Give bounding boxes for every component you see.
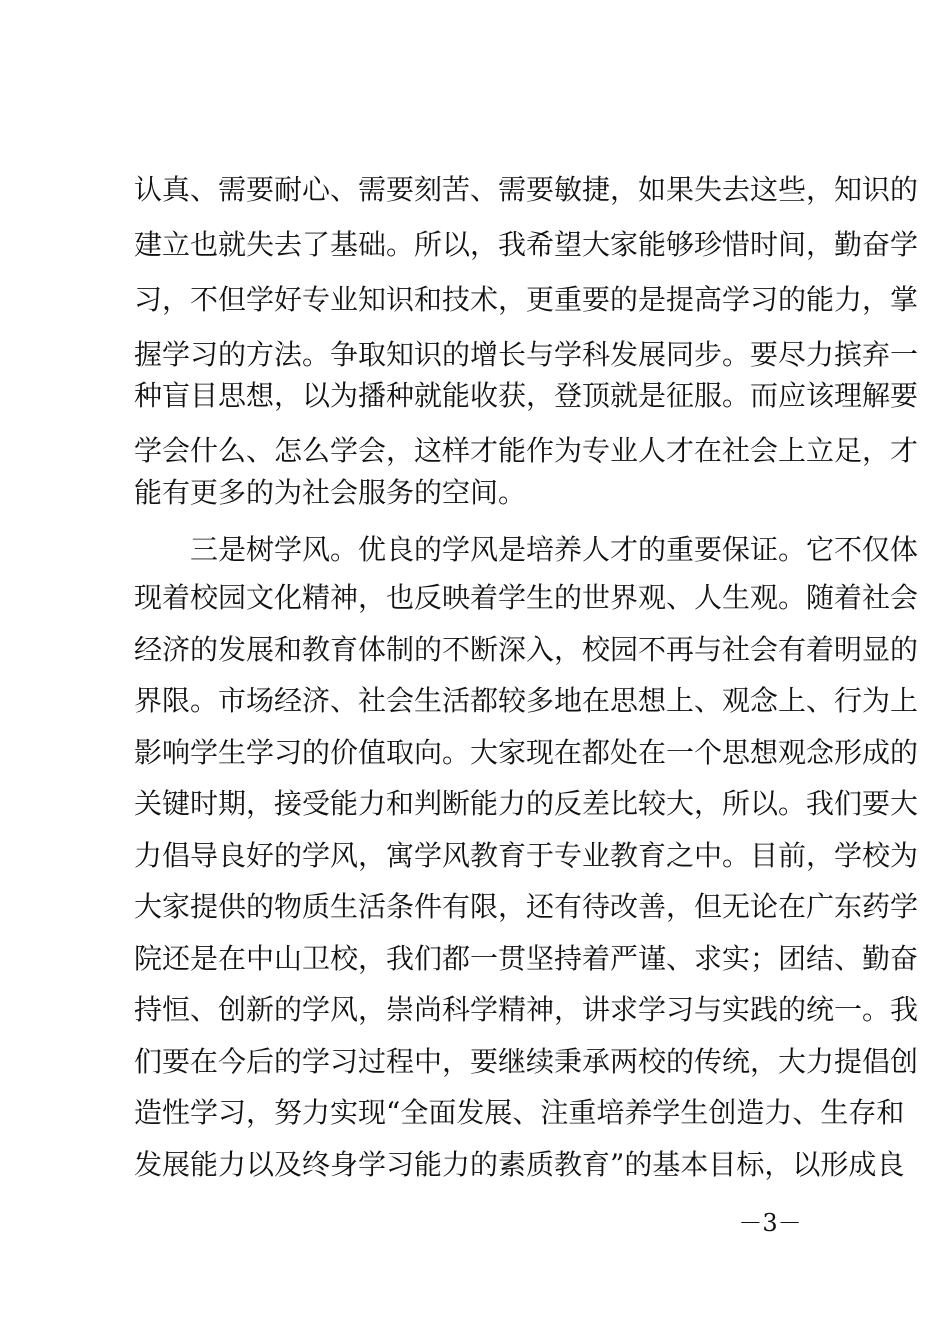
paragraph-2-line-2: 现着校园文化精神，也反映着学生的世界观、人生观。随着社会 [134, 581, 919, 614]
paragraph-2-line-13: 发展能力以及终身学习能力的素质教育”的基本目标，以形成良 [134, 1148, 905, 1181]
paragraph-2-line-6: 关键时期，接受能力和判断能力的反差比较大，所以。我们要大 [134, 787, 919, 820]
paragraph-1-line-1: 认真、需要耐心、需要刻苦、需要敏捷，如果失去这些，知识的 [134, 173, 919, 206]
paragraph-2-line-4: 界限。市场经济、社会生活都较多地在思想上、观念上、行为上 [134, 684, 919, 717]
paragraph-2-line-5: 影响学生学习的价值取向。大家现在都处在一个思想观念形成的 [134, 736, 919, 769]
paragraph-1-line-4: 握学习的方法。争取知识的增长与学科发展同步。要尽力摈弃一 [134, 338, 919, 371]
paragraph-1-line-3: 习，不但学好专业知识和技术，更重要的是提高学习的能力，掌 [134, 283, 919, 316]
paragraph-2-line-1: 三是树学风。优良的学风是培养人才的重要保证。它不仅体 [190, 533, 919, 566]
paragraph-2-line-11: 们要在今后的学习过程中，要继续秉承两校的传统，大力提倡创 [134, 1045, 919, 1078]
paragraph-2-line-7: 力倡导良好的学风，寓学风教育于专业教育之中。目前，学校为 [134, 839, 919, 872]
paragraph-2-line-9: 院还是在中山卫校，我们都一贯坚持着严谨、求实；团结、勤奋 [134, 942, 919, 975]
paragraph-1-line-5: 种盲目思想，以为播种就能收获，登顶就是征服。而应该理解要 [134, 379, 919, 412]
paragraph-2-line-12: 造性学习，努力实现“全面发展、注重培养学生创造力、生存和 [134, 1096, 905, 1129]
page-number: －3－ [738, 1209, 802, 1237]
paragraph-2-line-3: 经济的发展和教育体制的不断深入，校园不再与社会有着明显的 [134, 633, 919, 666]
paragraph-1-line-6: 学会什么、怎么学会，这样才能作为专业人才在社会上立足，才 [134, 434, 919, 467]
paragraph-1-line-7: 能有更多的为社会服务的空间。 [134, 476, 527, 509]
paragraph-2-line-10: 持恒、创新的学风，崇尚科学精神，讲求学习与实践的统一。我 [134, 993, 919, 1026]
paragraph-1-line-2: 建立也就失去了基础。所以，我希望大家能够珍惜时间，勤奋学 [134, 228, 919, 261]
paragraph-2-line-8: 大家提供的物质生活条件有限，还有待改善，但无论在广东药学 [134, 890, 919, 923]
